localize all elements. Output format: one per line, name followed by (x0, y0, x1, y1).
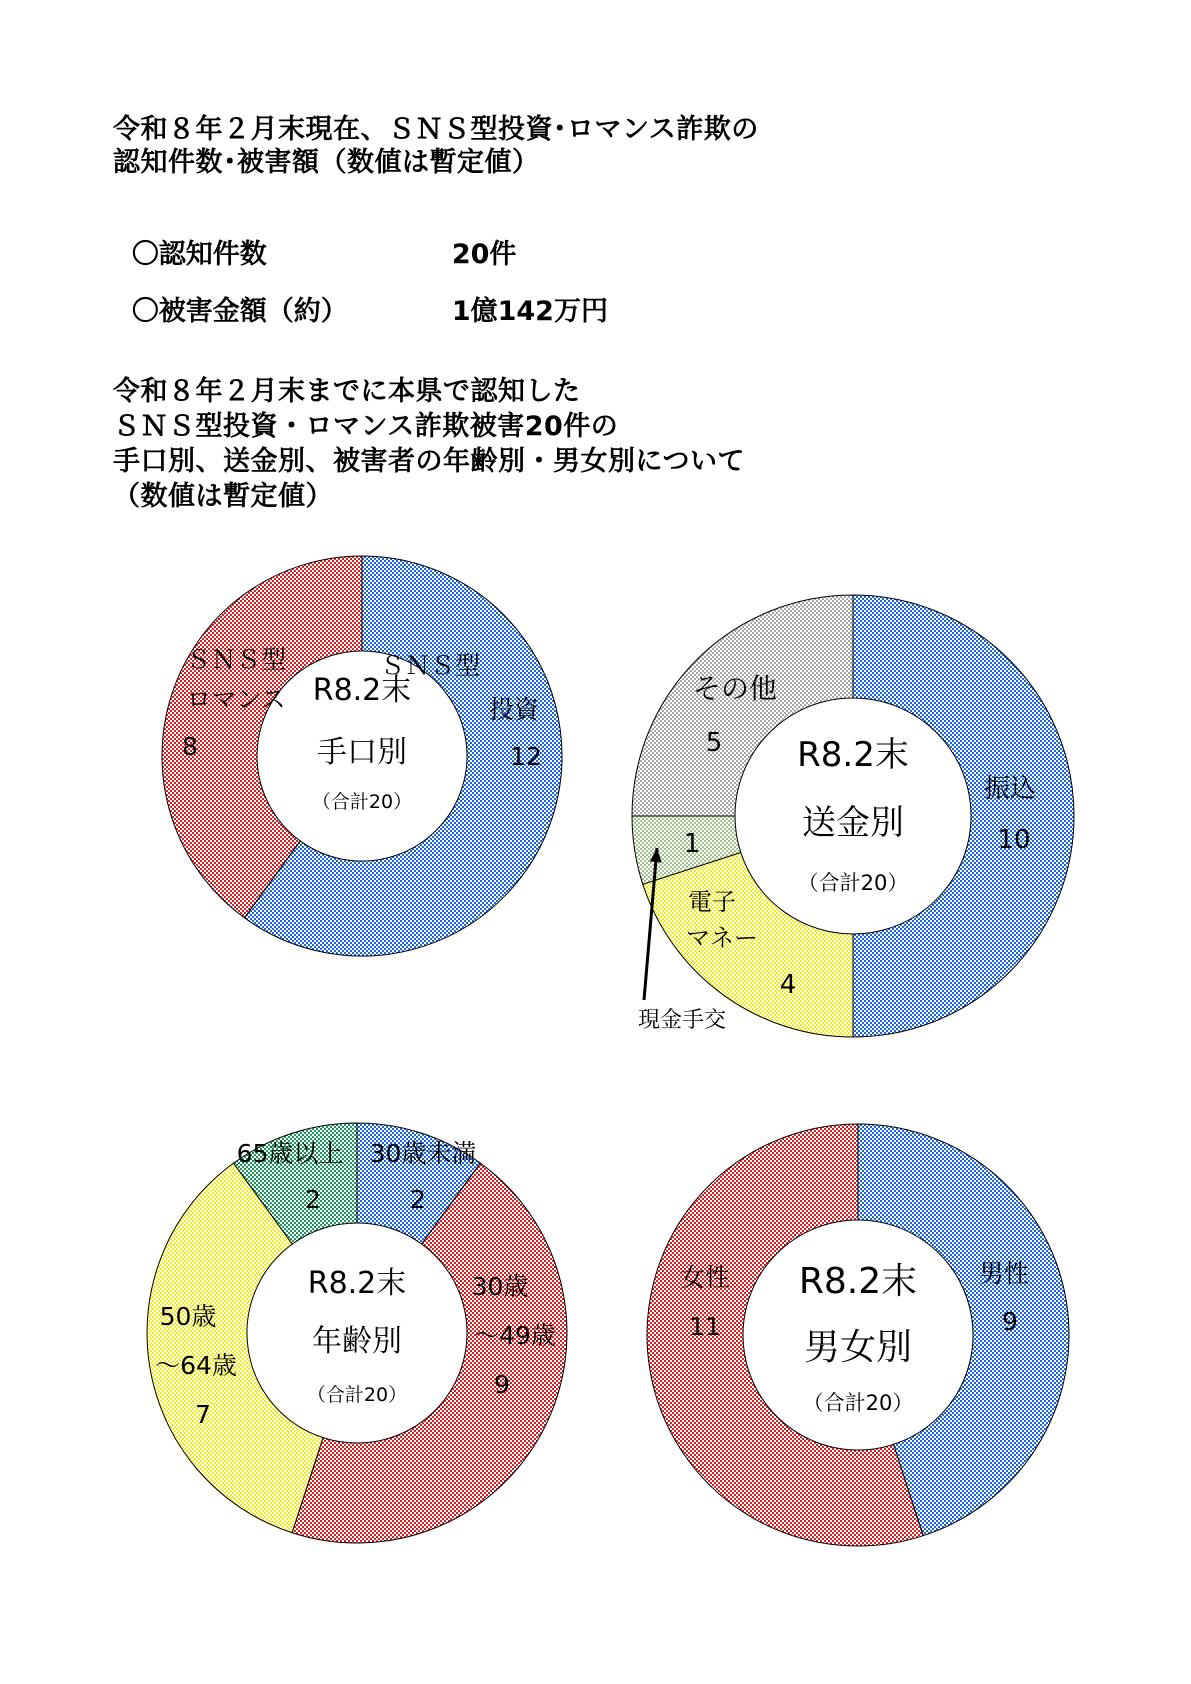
center-subtitle: 送金別 (802, 803, 904, 843)
section-title-line4: （数値は暫定値） (113, 481, 333, 512)
slice-label: 男性 (978, 1259, 1030, 1288)
slice-label: 9 (494, 1370, 510, 1399)
slice-label: 1 (683, 829, 701, 859)
slice-label: ロマンス (186, 685, 286, 714)
slice-label: 7 (195, 1400, 211, 1429)
center-subtitle: 手口別 (317, 735, 407, 770)
slice-label: ～64歳 (155, 1351, 237, 1380)
center-total: （合計20） (311, 791, 413, 813)
slice-label: ～49歳 (474, 1321, 556, 1350)
slice-label: 振込 (983, 774, 1037, 804)
center-total: （合計20） (802, 1391, 914, 1415)
slice-label: 10 (997, 825, 1031, 855)
slice-label: 11 (689, 1312, 721, 1341)
section-title-line2: ＳＮＳ型投資・ロマンス詐欺被害20件の (113, 411, 619, 442)
stat-value: 20件 (451, 239, 517, 270)
slice-label: 65歳以上 (236, 1139, 344, 1168)
slice-label: ＳＮＳ型 (379, 651, 481, 680)
stat-label: 〇被害金額（約） (131, 296, 348, 327)
slice-label: 30歳未満 (369, 1139, 477, 1168)
donut-chart-method (162, 556, 562, 956)
slice-label: 女性 (679, 1263, 731, 1292)
center-title: R8.2末 (797, 735, 909, 775)
slice-label: 電子 (688, 888, 736, 916)
header-title-line1: 令和８年２月末現在、ＳＮＳ型投資･ロマンス詐欺の (113, 114, 759, 145)
header-title-line2: 認知件数･被害額（数値は暫定値） (113, 147, 540, 178)
donut-chart-gender (647, 1124, 1069, 1546)
center-subtitle: 年齢別 (312, 1324, 402, 1359)
slice-label: 9 (1002, 1307, 1018, 1336)
center-total: （合計20） (306, 1384, 408, 1406)
stat-value: 1億142万円 (451, 296, 608, 327)
slice-label: 2 (305, 1185, 321, 1214)
center-title: R8.2末 (307, 1266, 407, 1301)
slice-4 (632, 595, 853, 816)
slice-label: ＳＮＳ型 (185, 645, 287, 674)
center-title: R8.2末 (798, 1261, 918, 1302)
callout-label: 現金手交 (637, 1008, 727, 1033)
slice-label: 12 (510, 742, 542, 771)
slice-label: 2 (410, 1185, 426, 1214)
slice-label: 5 (705, 728, 723, 758)
section-title-line3: 手口別、送金別、被害者の年齢別・男女別について (113, 446, 745, 477)
slice-label: 4 (779, 970, 797, 1000)
slice-label: 8 (182, 732, 198, 761)
slice-label: マネー (686, 924, 758, 952)
slice-label: 50歳 (159, 1302, 217, 1331)
slice-label: その他 (692, 672, 778, 705)
stat-label: 〇認知件数 (131, 239, 267, 270)
center-title: R8.2末 (312, 673, 412, 708)
donut-chart-age (147, 1123, 567, 1543)
center-total: （合計20） (797, 871, 909, 895)
center-subtitle: 男女別 (803, 1327, 913, 1368)
donut-chart-remittance (632, 595, 1074, 1037)
section-title-line1: 令和８年２月末までに本県で認知した (113, 376, 581, 407)
slice-label: 30歳 (471, 1272, 529, 1301)
slice-label: 投資 (488, 695, 540, 724)
